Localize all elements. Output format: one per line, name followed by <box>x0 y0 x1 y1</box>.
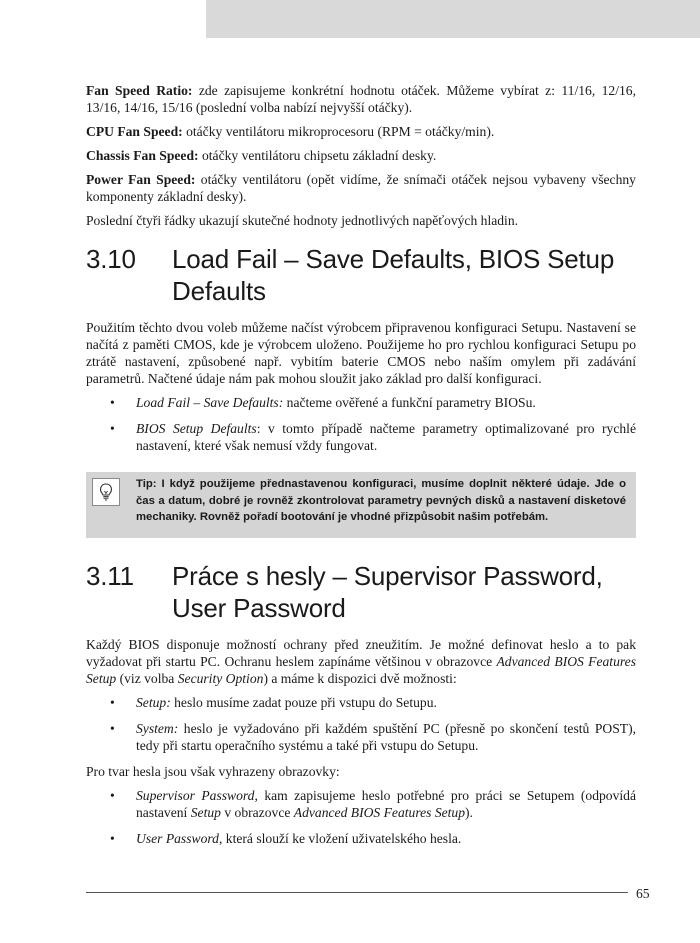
tip-box <box>86 472 636 538</box>
section-title: Práce s hesly – Supervisor Password, User Password <box>172 561 603 623</box>
list-item: • System: heslo je vyžadováno při každém spuštění PC (přesně po skončení testů POST), tedy při startu operačního systému a také při vstupu do Setupu. <box>110 721 636 753</box>
paragraph-cpu-fan: CPU Fan Speed: otáčky ventilátoru mikroprocesoru (RPM = otáčky/min). <box>86 124 495 139</box>
list-item: • Load Fail – Save Defaults: načteme ověřené a funkční parametry BIOSu. <box>110 395 536 410</box>
page-number: 65 <box>636 886 650 901</box>
paragraph-fan-speed-ratio: Fan Speed Ratio: zde zapisujeme konkrétní hodnotu otáček. Můžeme vybírat z: 11/16, 12/16, 13/16, 14/16, 15/16 (poslední volba nabízí nejvyšší otáčky). <box>86 83 636 115</box>
paragraph-chassis-fan: Chassis Fan Speed: otáčky ventilátoru chipsetu základní desky. <box>86 148 437 163</box>
bullet-icon: • <box>110 695 115 710</box>
bullet-icon: • <box>110 395 115 410</box>
page-content <box>86 82 636 856</box>
footer-divider <box>86 892 628 893</box>
tip-text: Tip: I když použijeme přednastavenou konfiguraci, musíme doplnit některé údaje. Jde o čas a datum, dobré je rovněž zkontrolovat parametry pevných disků a nastavení disketové mechaniky. Rovněž pořadí bootování je vhodné přizpůsobit našim potřebám. <box>136 478 626 523</box>
list-item: • Supervisor Password, kam zapisujeme heslo potřebné pro práci se Setupem (odpovídá nastavení Setup v obrazovce Advanced BIOS Features Setup). <box>110 788 636 820</box>
section-number: 3.11 <box>86 561 134 591</box>
section-heading-3-11 <box>86 560 636 624</box>
bullet-list-defaults <box>86 394 636 454</box>
paragraph-pro-tvar: Pro tvar hesla jsou však vyhrazeny obrazovky: <box>86 764 340 779</box>
bullet-list-password-modes <box>86 694 636 754</box>
section-heading-3-10 <box>86 243 636 307</box>
bullet-icon: • <box>110 421 115 436</box>
list-item: • BIOS Setup Defaults: v tomto případě načteme parametry optimalizované pro rychlé nastavení, které však nemusí vždy fungovat. <box>110 421 636 453</box>
header-gray-bar <box>206 0 700 38</box>
list-item: • Setup: heslo musíme zadat pouze při vstupu do Setupu. <box>110 695 437 710</box>
paragraph-3-10-intro: Použitím těchto dvou voleb můžeme načíst výrobcem připravenou konfiguraci Setupu. Nastavení se načítá z paměti CMOS, kde je výrobcem uloženo. Použijeme ho pro rychlou konfiguraci Setupu po ztrátě nastavení, způsobené např. vybitím baterie CMOS nebo naším omylem při zadávání parametrů. Načtené údaje nám pak mohou sloužit jako základ pro další konfiguraci. <box>86 320 636 386</box>
paragraph-last-four: Poslední čtyři řádky ukazují skutečné hodnoty jednotlivých napěťových hladin. <box>86 213 519 228</box>
section-number: 3.10 <box>86 244 136 274</box>
bullet-list-password-screens <box>86 787 636 847</box>
lightbulb-icon <box>92 478 120 506</box>
list-item: • User Password, která slouží ke vložení uživatelského hesla. <box>110 831 462 846</box>
bullet-icon: • <box>110 788 115 803</box>
paragraph-3-11-intro: Každý BIOS disponuje možností ochrany před zneužitím. Je možné definovat heslo a to pak vyžadovat při startu PC. Ochranu heslem zapínáme většinou v obrazovce Advanced BIOS Features Setup (viz volba Security Option) a máme k dispozici dvě možnosti: <box>86 637 636 686</box>
section-title: Load Fail – Save Defaults, BIOS Setup Defaults <box>172 244 615 306</box>
bullet-icon: • <box>110 721 115 736</box>
bullet-icon: • <box>110 831 115 846</box>
paragraph-power-fan: Power Fan Speed: otáčky ventilátoru (opět vidíme, že snímači otáček nejsou vybaveny všechny komponenty základní desky). <box>86 172 636 204</box>
